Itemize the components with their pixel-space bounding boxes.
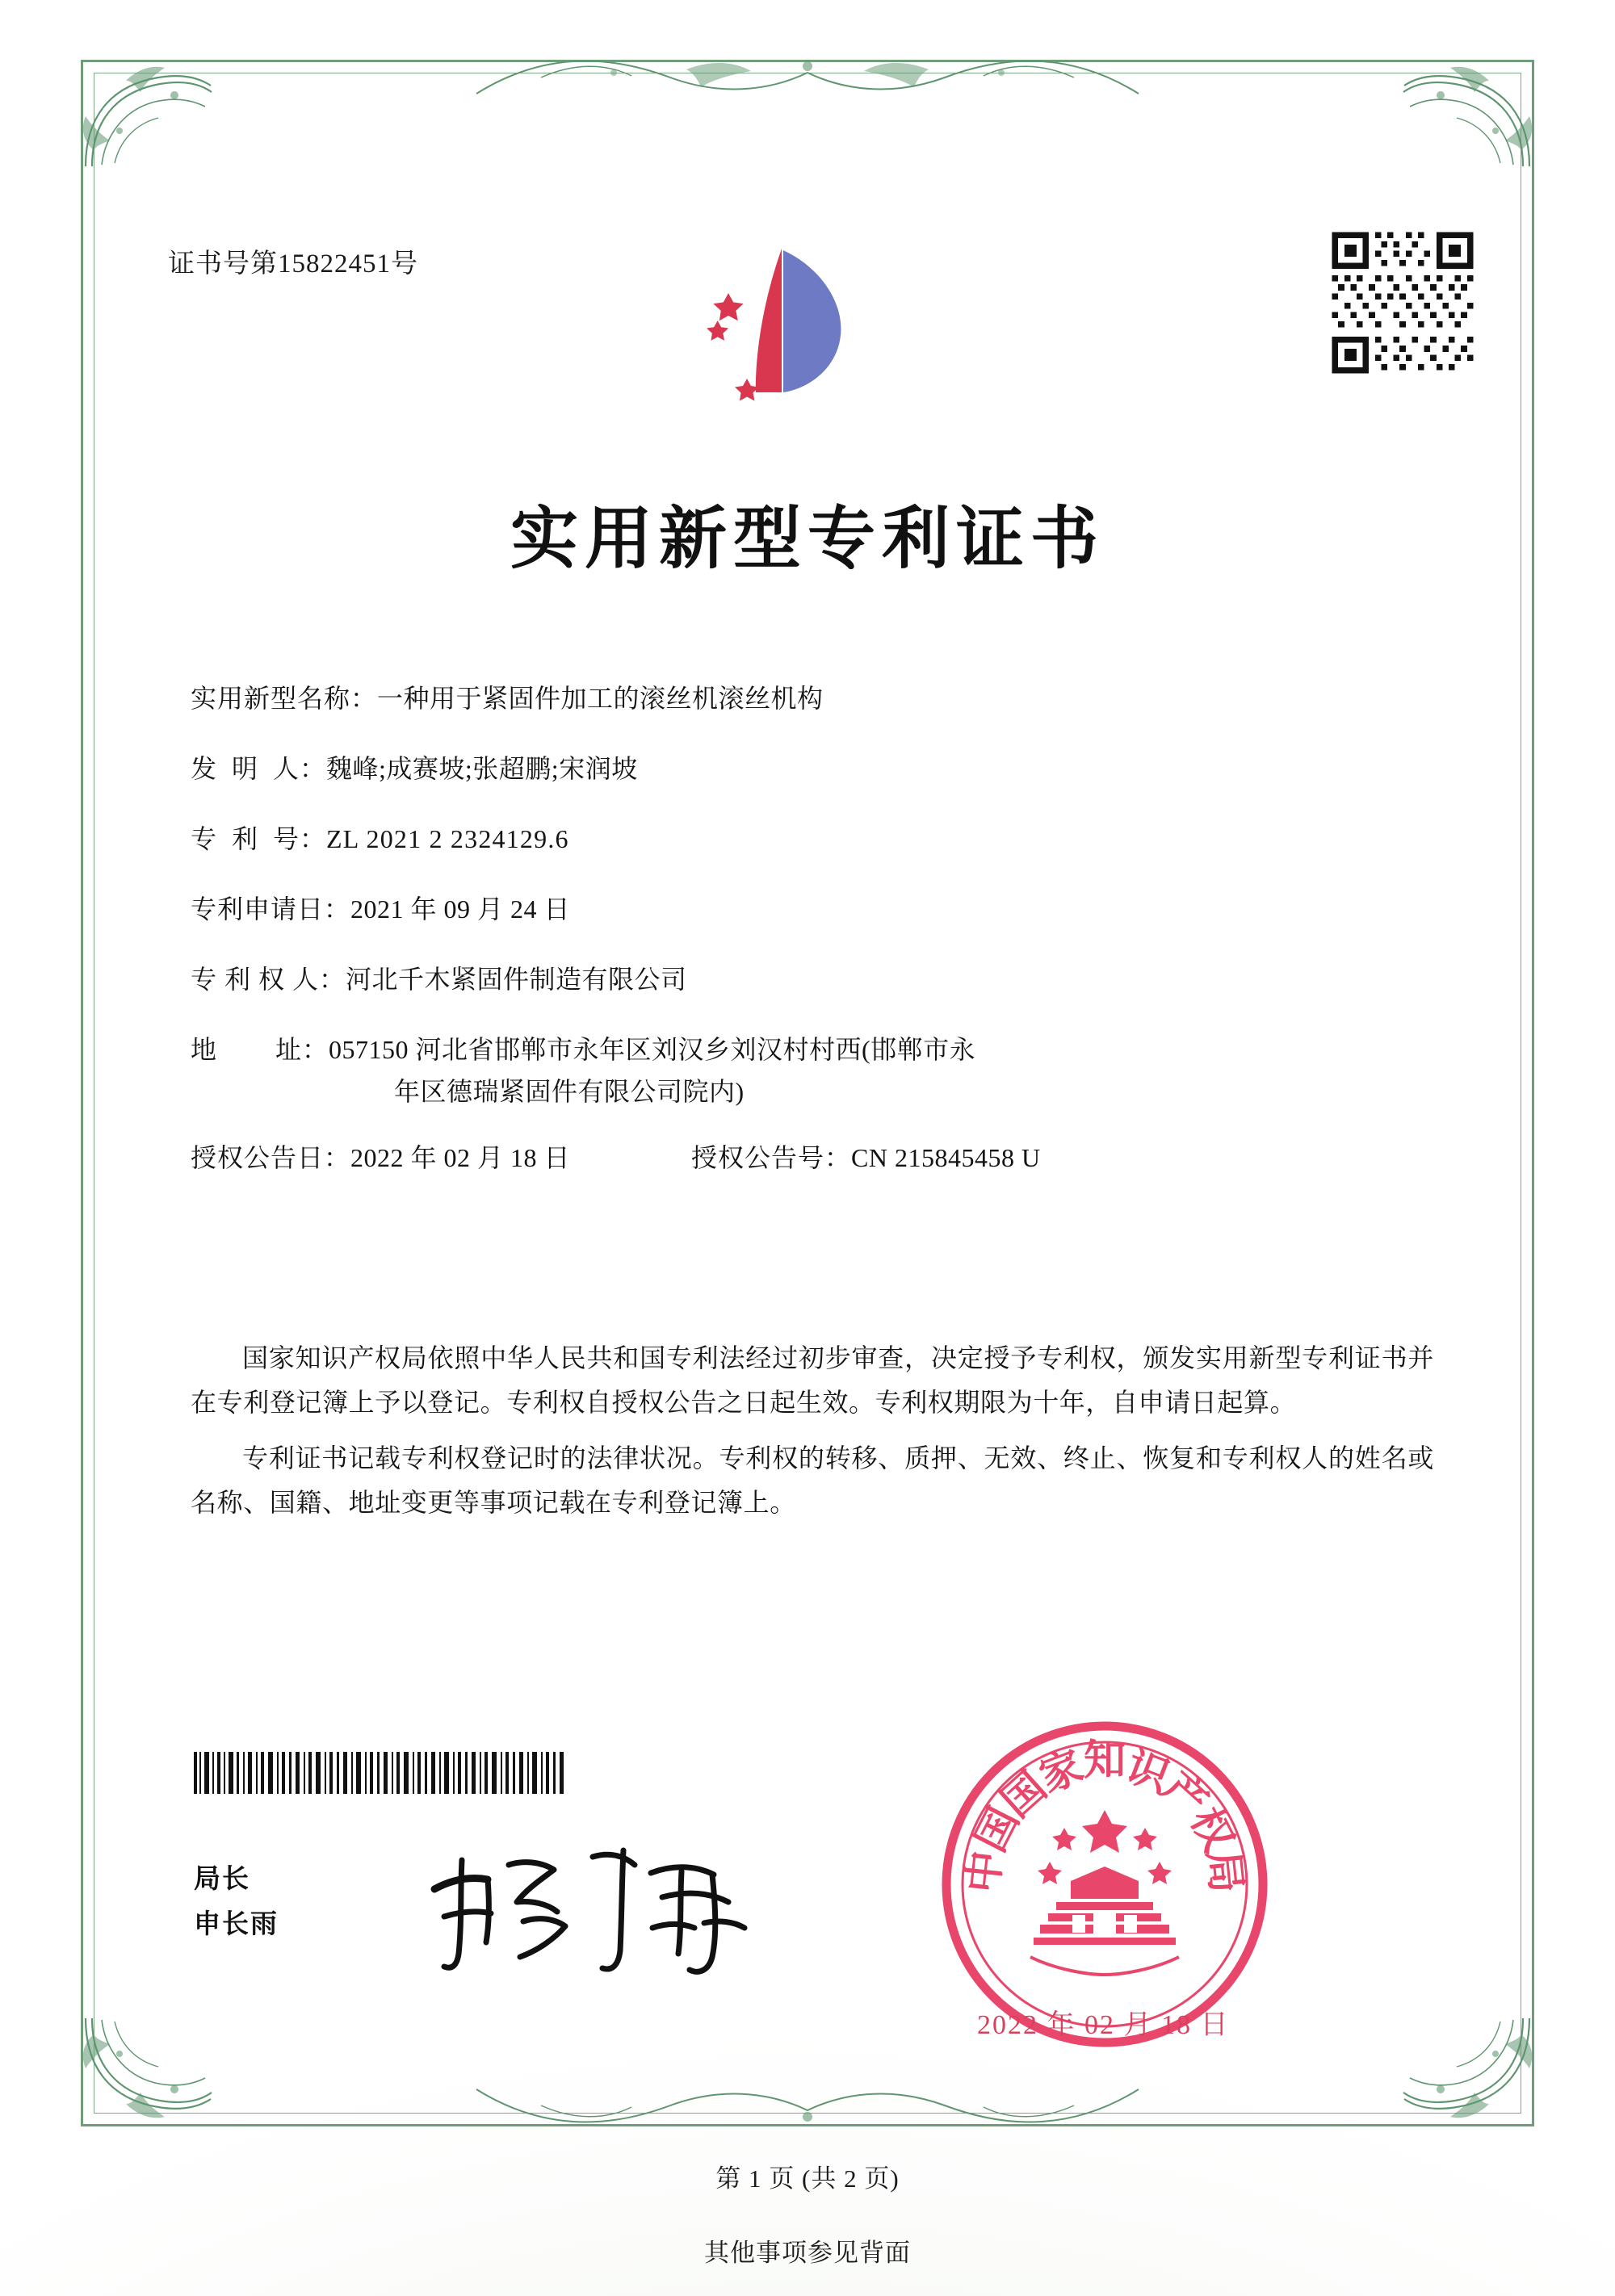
field-patent-number [191, 823, 1426, 855]
director-title: 局长 [194, 1865, 250, 1894]
barcode-icon [194, 1752, 606, 1794]
field-inventors [191, 752, 1426, 785]
director-name: 申长雨 [194, 1910, 279, 1940]
svg-text:国: 国 [967, 1800, 1028, 1859]
field-label: 专 利 权 人： [191, 965, 346, 994]
field-label: 专 利 号： [191, 824, 327, 853]
field-label: 发 明 人： [191, 754, 327, 783]
certificate-number: 证书号第15822451号 [168, 249, 418, 279]
field-value: CN 215845458 U [851, 1143, 1041, 1172]
bottom-edge-ornament-icon [444, 2081, 1171, 2138]
svg-text:中: 中 [960, 1848, 1011, 1896]
field-label: 授权公告号： [691, 1143, 852, 1172]
page-number: 第 1 页 (共 2 页) [715, 2164, 900, 2193]
field-value: 2022 年 02 月 18 日 [350, 1143, 571, 1172]
field-label: 地 址： [191, 1035, 329, 1064]
field-utility-model-name [191, 682, 1426, 714]
field-value: 河北千木紧固件制造有限公司 [346, 965, 687, 994]
svg-text:局: 局 [1198, 1848, 1249, 1896]
seal-date: 2022 年 02 月 18 日 [977, 2010, 1230, 2040]
page-title: 实用新型专利证书 [510, 502, 1105, 577]
field-label: 授权公告日： [191, 1143, 351, 1172]
field-value: 一种用于紧固件加工的滚丝机滚丝机构 [377, 684, 824, 713]
field-address-continuation: 年区德瑞紧固件有限公司院内) [394, 1077, 745, 1106]
legal-text-block [191, 1336, 1434, 1536]
back-side-note: 其他事项参见背面 [704, 2239, 911, 2267]
svg-text:家: 家 [1034, 1743, 1090, 1802]
field-value: 2021 年 09 月 24 日 [350, 895, 571, 924]
grant-row [191, 1142, 1426, 1174]
qr-code-icon [1326, 226, 1479, 379]
field-label: 实用新型名称： [191, 684, 378, 713]
svg-text:识: 识 [1119, 1743, 1176, 1802]
field-label: 专利申请日： [191, 895, 351, 924]
field-list [191, 682, 1426, 1206]
field-value: 魏峰;成赛坡;张超鹏;宋润坡 [326, 754, 638, 783]
handwritten-signature-icon [420, 1833, 775, 1986]
director-signature-block [194, 1857, 279, 1947]
svg-text:产: 产 [1153, 1764, 1216, 1827]
field-grant-number [691, 1142, 1041, 1174]
paragraph-registry-statement: 专利证书记载专利权登记时的法律状况。专利权的转移、质押、无效、终止、恢复和专利权人的姓名或名称、国籍、地址变更等事项记载在专利登记簿上。 [191, 1443, 1434, 1518]
field-patentee [191, 963, 1426, 995]
field-value: 057150 河北省邯郸市永年区刘汉乡刘汉村村西(邯郸市永 [329, 1035, 976, 1064]
svg-text:知: 知 [1083, 1738, 1126, 1784]
field-address [191, 1033, 1426, 1066]
field-value: ZL 2021 2 2324129.6 [326, 824, 569, 853]
field-grant-date [191, 1142, 691, 1174]
top-edge-ornament-icon [444, 45, 1171, 102]
field-application-date [191, 893, 1426, 925]
paragraph-grant-statement: 国家知识产权局依照中华人民共和国专利法经过初步审查，决定授予专利权，颁发实用新型专利证书并在专利登记簿上予以登记。专利权自授权公告之日起生效。专利权期限为十年，自申请日起算。 [191, 1343, 1434, 1418]
svg-text:权: 权 [1181, 1800, 1242, 1859]
svg-text:国: 国 [993, 1764, 1056, 1827]
patent-office-logo-icon [678, 234, 880, 420]
